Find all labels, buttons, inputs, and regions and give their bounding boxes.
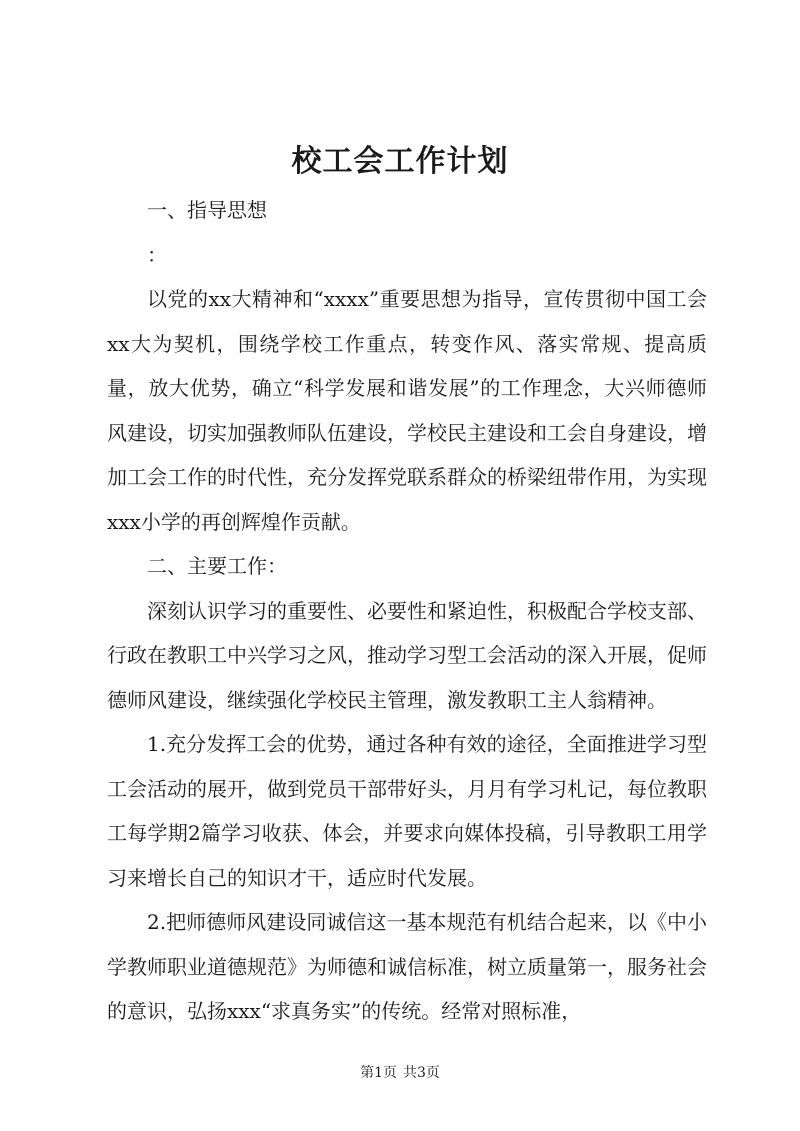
- paragraph-main-work-intro: 深刻认识学习的重要性、必要性和紧迫性，积极配合学校支部、行政在教职工中兴学习之风，推动学习型工会活动的深入开展，促师德师风建设，继续强化学校民主管理，激发教职工主人翁精神。: [107, 598, 707, 712]
- page-number: 第1页: [360, 1065, 397, 1081]
- page-footer: [0, 1063, 800, 1083]
- document-title: 校工会工作计划: [291, 144, 509, 179]
- section-heading-main-work: 二、主要工作：: [147, 554, 287, 578]
- section-heading-guiding-ideology: 一、指导思想: [147, 198, 267, 222]
- document-body: [107, 188, 707, 1034]
- colon-line: ：: [147, 242, 167, 267]
- page-total: 共3页: [403, 1065, 440, 1081]
- paragraph-item-1: 1.充分发挥工会的优势，通过各种有效的途径，全面推进学习型工会活动的展开，做到党员干部带好头，月月有学习札记，每位教职工每学期2篇学习收获、体会，并要求向媒体投稿，引导教职工用学习来增长自己的知识才干，适应时代发展。: [107, 732, 707, 890]
- paragraph-item-2: 2.把师德师风建设同诚信这一基本规范有机结合起来，以《中小学教师职业道德规范》为师德和诚信标准，树立质量第一，服务社会的意识，弘扬xxx“求真务实”的传统。经常对照标准，: [107, 910, 707, 1023]
- paragraph-guiding-ideology: 以党的xx大精神和“xxxx”重要思想为指导，宣传贯彻中国工会xx大为契机，围绕学校工作重点，转变作风、落实常规、提高质量，放大优势，确立“科学发展和谐发展”的工作理念，大兴师德师风建设，切实加强教师队伍建设，学校民主建设和工会自身建设，增加工会工作的时代性，充分发挥党联系群众的桥梁纽带作用，为实现xxx小学的再创辉煌作贡献。: [107, 287, 707, 534]
